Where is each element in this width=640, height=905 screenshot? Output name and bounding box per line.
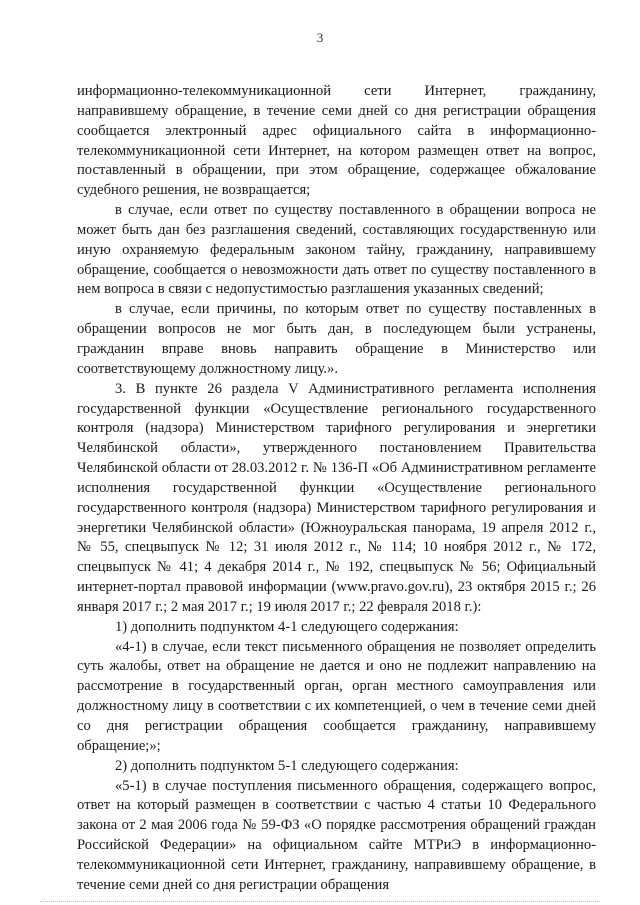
paragraph-subitem-1: 1) дополнить подпунктом 4-1 следующего содержания: — [115, 618, 459, 635]
paragraph-quote-4-1: «4-1) в случае, если текст письменного обращения не позволяет определить суть жалобы, ответ на обращение не дается и оно не подлежит направлению на рассмотрение в государственный орган, орган местного самоуправления или должностному лицу в соответствии с их компетенцией, о чем в течение семи дней со дня регистрации обращения сообщается гражданину, направившему обращение;»; — [77, 638, 596, 754]
paragraph-continuation: информационно-телекоммуникационной сети Интернет, гражданину, направившему обращение, в течение семи дней со дня регистрации обращения сообщается электронный адрес официального сайта в информационно-телекоммуникационной сети Интернет, на котором размещен ответ на вопрос, поставленный в обращении, при этом обращение, содержащее обжалование судебного решения, не возвращается; — [77, 83, 596, 199]
paragraph-reasons-removed: в случае, если причины, по которым ответ по существу поставленных в обращении вопросов не мог быть дан, в последующем были устранены, гражданин вправе вновь направить обращение в Министерство или соответствующему должностному лицу.». — [77, 301, 596, 377]
scan-edge-divider — [40, 900, 600, 902]
paragraph-quote-5-1: «5-1) в случае поступления письменного обращения, содержащего вопрос, ответ на который размещен в соответствии с частью 4 статьи 10 Федерального закона от 2 мая 2006 года № 59-ФЗ «О порядке рассмотрения обращений граждан Российской Федерации» на официальном сайте МТРиЭ в информационно-телекоммуникационной сети Интернет, гражданину, направившему обращение, в течение семи дней со дня регистрации обращения — [77, 777, 596, 893]
paragraph-item-3: 3. В пункте 26 раздела V Административного регламента исполнения государственной функции «Осуществление регионального государственного контроля (надзора) Министерством тарифного регулирования и энергетики Челябинской области», утвержденного постановлением Правительства Челябинской области от 28.03.2012 г. № 136-П «Об Административном регламенте исполнения государственной функции «Осуществление регионального государственного контроля (надзора) Министерством тарифного регулирования и энергетики Челябинской области» (Южноуральская панорама, 19 апреля 2012 г., № 55, спецвыпуск № 12; 31 июля 2012 г., № 114; 10 ноября 2012 г., № 172, спецвыпуск № 41; 4 декабря 2014 г., № 192, спецвыпуск № 56; Официальный интернет-портал правовой информации (www.pravo.gov.ru), 23 октября 2015 г.; 26 января 2017 г.; 2 мая 2017 г.; 19 июля 2017 г.; 22 февраля 2018 г.): — [77, 380, 596, 615]
page-number: 3 — [316, 30, 324, 45]
paragraph-subitem-2: 2) дополнить подпунктом 5-1 следующего содержания: — [115, 757, 459, 774]
paragraph-secret-info: в случае, если ответ по существу поставленного в обращении вопроса не может быть дан без разглашения сведений, составляющих государственную или иную охраняемую федеральным законом тайну, гражданину, направившему обращение, сообщается о невозможности дать ответ по существу поставленного в нем вопроса в связи с недопустимостью разглашения указанных сведений; — [77, 202, 596, 298]
document-body — [77, 82, 596, 896]
